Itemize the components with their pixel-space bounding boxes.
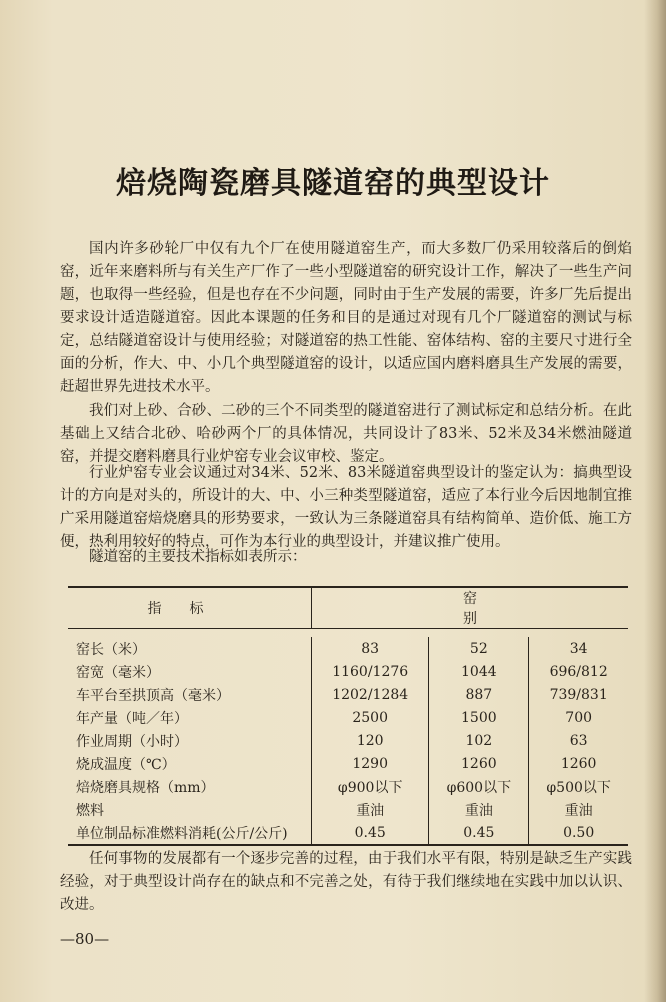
row-label: 燃料 — [76, 802, 104, 819]
cell-83m: 1160/1276 — [312, 660, 429, 683]
cell-83m: 重油 — [312, 798, 429, 821]
header-indicator: 指标 — [68, 587, 312, 629]
paragraph-4: 隧道窑的主要技术指标如表所示： — [89, 549, 307, 565]
article-title: 焙烧陶瓷磨具隧道窑的典型设计 — [116, 166, 550, 201]
cell-83m: 1290 — [312, 752, 429, 775]
table-row — [68, 821, 628, 845]
cell-52m: 0.45 — [429, 821, 529, 845]
kiln-spec-table — [68, 586, 628, 846]
cell-52m: 1500 — [429, 706, 529, 729]
cell-83m: 120 — [312, 729, 429, 752]
row-label: 作业周期（小时） — [76, 733, 188, 750]
cell-52m: 52 — [429, 637, 529, 660]
cell-34m: 700 — [529, 706, 628, 729]
table-row — [68, 683, 628, 706]
table-row — [68, 752, 628, 775]
cell-52m: 重油 — [429, 798, 529, 821]
page-binding-shadow — [644, 0, 666, 1002]
table-header-row — [68, 587, 628, 629]
cell-52m: 102 — [429, 729, 529, 752]
table-row — [68, 706, 628, 729]
cell-34m: 34 — [529, 637, 628, 660]
cell-83m: 83 — [312, 637, 429, 660]
cell-34m: 0.50 — [529, 821, 628, 845]
table-row — [68, 798, 628, 821]
table-row — [68, 775, 628, 798]
cell-83m: φ900以下 — [312, 775, 429, 798]
cell-34m: 696/812 — [529, 660, 628, 683]
row-label: 车平台至拱顶高（毫米） — [76, 687, 230, 704]
paragraph-1: 国内许多砂轮厂中仅有九个厂在使用隧道窑生产，而大多数厂仍采用较落后的倒焰窑，近年来磨料所与有关生产厂作了一些小型隧道窑的研究设计工作，解决了一些生产问题，也取得一些经验，但是也存在不少问题，同时由于生产发展的需要，许多厂先后提出要求设计适造隧道窑。因此本课题的任务和目的是通过对现有几个厂隧道窑的测试与标定，总结隧道窑设计与使用经验；对隧道窑的热工性能、窑体结构、窑的主要尺寸进行全面的分析，作大、中、小几个典型隧道窑的设计，以适应国内磨料磨具生产发展的需要，赶超世界先进技术水平。 — [60, 241, 632, 395]
row-label: 单位制品标准燃料消耗(公斤/公斤) — [68, 821, 312, 845]
row-label: 年产量（吨／年） — [76, 710, 188, 727]
row-label: 焙烧磨具规格（mm） — [76, 779, 215, 796]
table-row — [68, 637, 628, 660]
cell-83m: 2500 — [312, 706, 429, 729]
cell-52m: 887 — [429, 683, 529, 706]
table-row — [68, 660, 628, 683]
cell-34m: φ500以下 — [529, 775, 628, 798]
cell-83m: 1202/1284 — [312, 683, 429, 706]
header-category — [312, 587, 629, 629]
cell-34m: 63 — [529, 729, 628, 752]
cell-34m: 1260 — [529, 752, 628, 775]
cell-52m: φ600以下 — [429, 775, 529, 798]
table-row — [68, 729, 628, 752]
paragraph-2: 我们对上砂、合砂、二砂的三个不同类型的隧道窑进行了测试标定和总结分析。在此基础上又结合北砂、哈砂两个厂的具体情况，共同设计了83米、52米及34米燃油隧道窑，并提交磨料磨具行业炉窑专业会议审校、鉴定。 — [60, 403, 632, 465]
cell-34m: 重油 — [529, 798, 628, 821]
page-number: —80— — [60, 930, 110, 948]
closing-paragraph: 任何事物的发展都有一个逐步完善的过程，由于我们水平有限，特别是缺乏生产实践经验，对于典型设计尚存在的缺点和不完善之处，有待于我们继续地在实践中加以认识、改进。 — [60, 851, 632, 913]
cell-83m: 0.45 — [312, 821, 429, 845]
row-label: 窑宽（毫米） — [76, 664, 160, 681]
cell-52m: 1260 — [429, 752, 529, 775]
cell-52m: 1044 — [429, 660, 529, 683]
row-label: 烧成温度（℃） — [76, 756, 176, 773]
cell-34m: 739/831 — [529, 683, 628, 706]
row-label: 窑长（米） — [76, 641, 146, 658]
paragraph-3: 行业炉窑专业会议通过对34米、52米、83米隧道窑典型设计的鉴定认为：搞典型设计的方向是对头的，所设计的大、中、小三种类型隧道窑，适应了本行业今后因地制宜推广采用隧道窑焙烧磨具的形势要求，一致认为三条隧道窑具有结构简单、造价低、施工方便，热利用较好的特点，可作为本行业的典型设计，并建议推广使用。 — [60, 465, 632, 550]
header-category-text: 窑别 — [463, 591, 587, 627]
